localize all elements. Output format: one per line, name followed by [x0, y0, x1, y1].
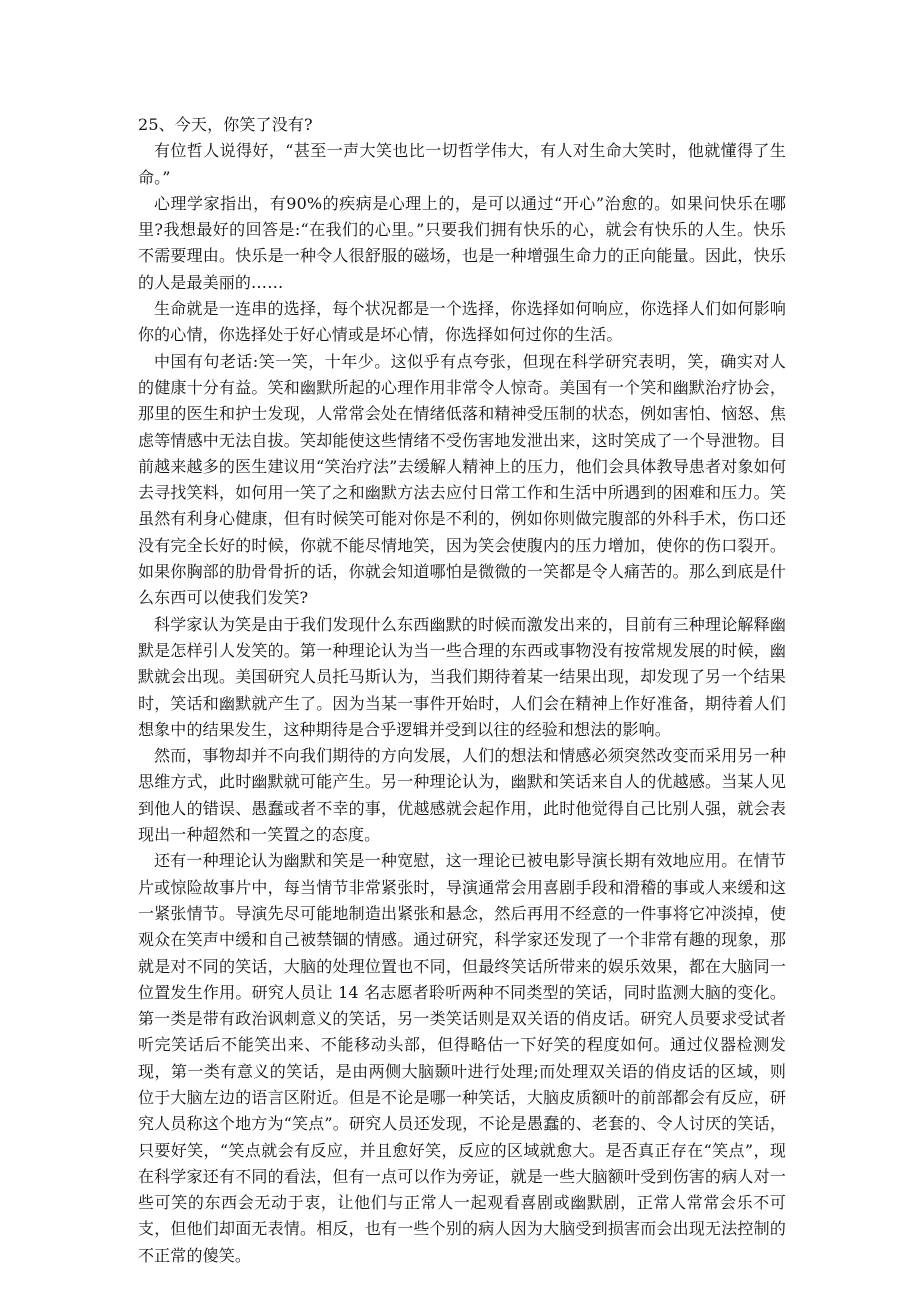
paragraph: 科学家认为笑是由于我们发现什么东西幽默的时候而激发出来的，目前有三种理论解释幽默是怎样引人发笑的。第一种理论认为当一些合理的东西或事物没有按常规发展的时候，幽默就会出现。美国研究人员托马斯认为，当我们期待着某一结果出现，却发现了另一个结果时，笑话和幽默就产生了。因为当某一事件开始时，人们会在精神上作好准备，期待着人们想象中的结果发生，这种期待是合乎逻辑并受到以往的经验和想法的影响。 — [138, 614, 786, 739]
document-page — [138, 112, 786, 1269]
paragraph: 还有一种理论认为幽默和笑是一种宽慰，这一理论已被电影导演长期有效地应用。在情节片或惊险故事片中，每当情节非常紧张时，导演通常会用喜剧手段和滑稽的事或人来缓和这一紧张情节。导演先尽可能地制造出紧张和悬念，然后再用不经意的一件事将它冲淡掉，使观众在笑声中缓和自己被禁锢的情感。通过研究，科学家还发现了一个非常有趣的现象，那就是对不同的笑话，大脑的处理位置也不同，但最终笑话所带来的娱乐效果，都在大脑同一位置发生作用。研究人员让 14 名志愿者聆听两种不同类型的笑话，同时监测大脑的变化。第一类是带有政治讽刺意义的笑话，另一类笑话则是双关语的俏皮话。研究人员要求受试者听完笑话后不能笑出来、不能移动头部，但得略估一下好笑的程度如何。通过仪器检测发现，第一类有意义的笑话，是由两侧大脑颞叶进行处理;而处理双关语的俏皮话的区域，则位于大脑左边的语言区附近。但是不论是哪一种笑话，大脑皮质额叶的前部都会有反应，研究人员称这个地方为“笑点”。研究人员还发现，不论是愚蠢的、老套的、令人讨厌的笑话，只要好笑，“笑点就会有反应，并且愈好笑，反应的区域就愈大。是否真正存在“笑点”，现在科学家还有不同的看法，但有一点可以作为旁证，就是一些大脑额叶受到伤害的病人对一些可笑的东西会无动于衷，让他们与正常人一起观看喜剧或幽默剧，正常人常常会乐不可支，但他们却面无表情。相反，也有一些个别的病人因为大脑受到损害而会出现无法控制的不正常的傻笑。 — [138, 851, 786, 1265]
paragraph: 生命就是一连串的选择，每个状况都是一个选择，你选择如何响应，你选择人们如何影响你的心情，你选择处于好心情或是坏心情，你选择如何过你的生活。 — [138, 299, 786, 345]
paragraph: 中国有句老话:笑一笑，十年少。这似乎有点夸张，但现在科学研究表明，笑，确实对人的健康十分有益。笑和幽默所起的心理作用非常令人惊奇。美国有一个笑和幽默治疗协会，那里的医生和护士发现，人常常会处在情绪低落和精神受压制的状态，例如害怕、恼怒、焦虑等情感中无法自拔。笑却能使这些情绪不受伤害地发泄出来，这时笑成了一个导泄物。目前越来越多的医生建议用“笑治疗法”去缓解人精神上的压力，他们会具体教导患者对象如何去寻找笑料，如何用一笑了之和幽默方法去应付日常工作和生活中所遇到的困难和压力。笑虽然有利身心健康，但有时候笑可能对你是不利的，例如你则做完腹部的外科手术，伤口还没有完全长好的时候，你就不能尽情地笑，因为笑会使腹内的压力增加，使你的伤口裂开。如果你胸部的肋骨骨折的话，你就会知道哪怕是微微的一笑都是令人痛苦的。那么到底是什么东西可以使我们发笑? — [138, 351, 786, 608]
document-title: 25、今天，你笑了没有? — [138, 115, 313, 134]
paragraph: 然而，事物却并不向我们期待的方向发展，人们的想法和情感必须突然改变而采用另一种思维方式，此时幽默就可能产生。另一种理论认为，幽默和笑话来自人的优越感。当某人见到他人的错误、愚蠢或者不幸的事，优越感就会起作用，此时他觉得自己比别人强，就会表现出一种超然和一笑置之的态度。 — [138, 746, 786, 845]
paragraph: 心理学家指出，有90%的疾病是心理上的，是可以通过“开心”治愈的。如果问快乐在哪里?我想最好的回答是:“在我们的心里。”只要我们拥有快乐的心，就会有快乐的人生。快乐不需要理由。快乐是一种令人很舒服的磁场，也是一种增强生命力的正向能量。因此，快乐的人是最美丽的…… — [138, 193, 786, 292]
paragraph: 有位哲人说得好，“甚至一声大笑也比一切哲学伟大，有人对生命大笑时，他就懂得了生命。” — [138, 141, 786, 187]
